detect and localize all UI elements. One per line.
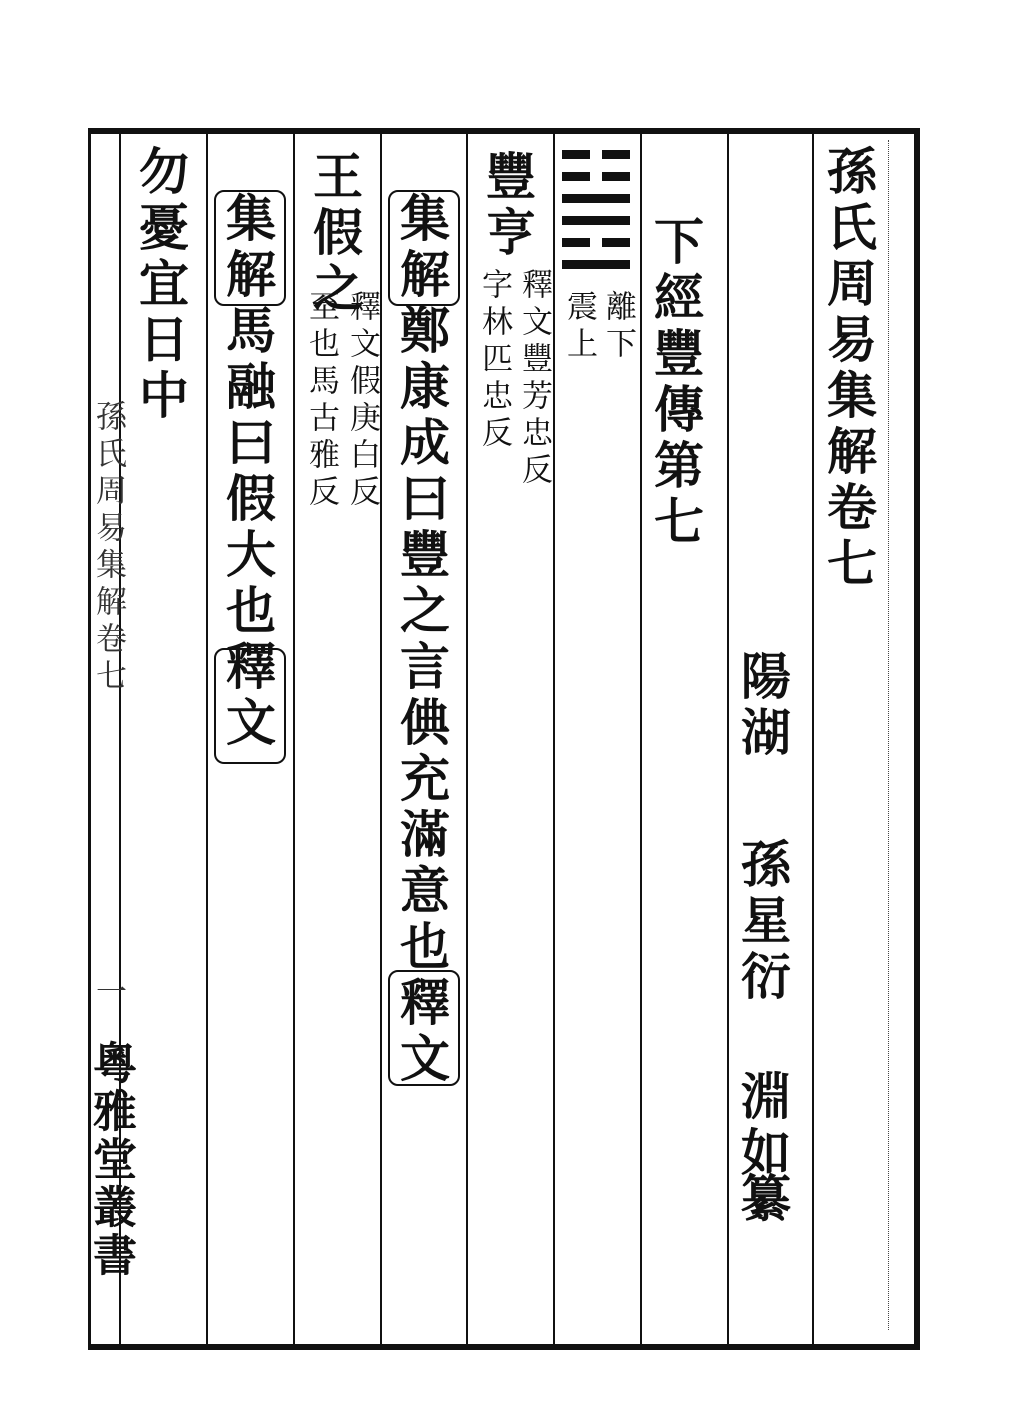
trigram-lower: 離下 [600,290,636,364]
column-rule [206,134,208,1344]
feng-note-a: 釋文豐芳忠反 [516,268,552,490]
text-feng: 豐亨 [478,150,537,262]
text-last: 勿憂宜日中 [131,145,190,425]
ma-rong-line: 集解馬融曰假大也釋文 [218,192,277,752]
chapter-heading: 下經豐傳第七 [646,215,705,551]
author-name: 孫星衍 [733,838,792,1006]
column-rule [727,134,729,1344]
leaf-number: 一 [90,975,126,1012]
column-rule [812,134,814,1344]
wang-note-a: 釋文假庚白反 [344,290,380,512]
column-rule [466,134,468,1344]
author-place: 陽湖 [733,650,792,762]
zheng-kangcheng-line: 集解鄭康成曰豐之言倎充滿意也釋文 [392,192,451,1088]
book-title: 孫氏周易集解卷七 [819,145,878,593]
feng-note-b: 字林匹忠反 [476,268,512,453]
author-courtesy: 淵如 [733,1070,792,1182]
trigram-upper: 震上 [561,290,597,364]
column-rule [553,134,555,1344]
column-rule [293,134,295,1344]
column-rule [640,134,642,1344]
author-role: 纂 [733,1172,792,1228]
studio-name: 粵雅堂叢書 [85,1040,136,1280]
text-wang: 王假之 [305,150,364,318]
fold-margin [888,140,911,1330]
wang-note-b: 至也馬古雅反 [303,290,339,512]
hexagram-feng-icon [562,150,630,282]
spine-title: 孫氏周易集解卷七 [90,400,126,696]
column-rule [380,134,382,1344]
